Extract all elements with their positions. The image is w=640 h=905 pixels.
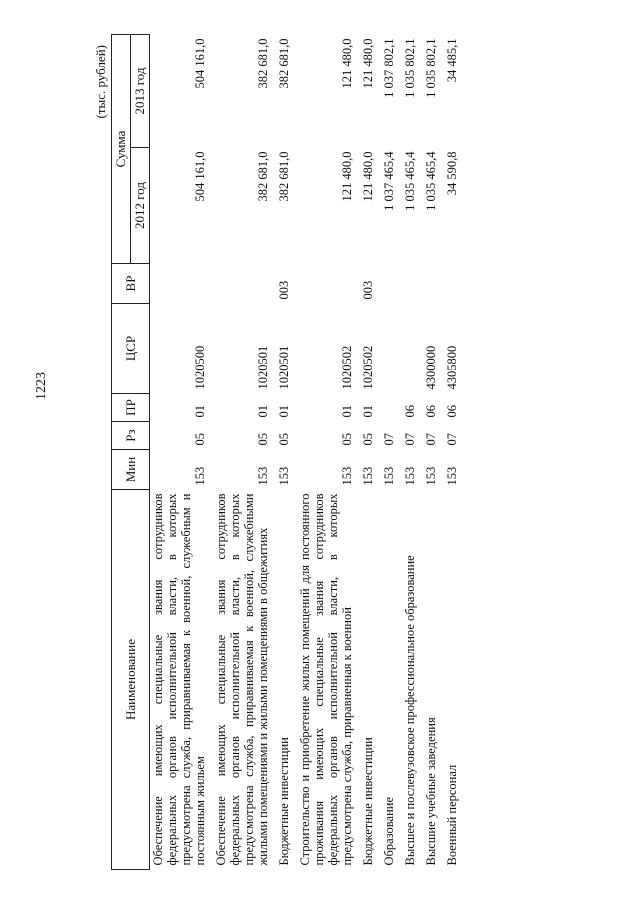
table-row (381, 35, 402, 870)
row-2012: 1 035 465,4 (424, 151, 438, 211)
page-number: 1223 (34, 372, 49, 400)
row-vr: 003 (361, 280, 375, 300)
row-vr (444, 264, 465, 304)
units-note: (тыс. рублей) (93, 45, 108, 119)
row-pr: 01 (256, 405, 270, 418)
table-row (423, 35, 444, 870)
row-vr (381, 264, 402, 304)
header-sum: Сумма (112, 35, 131, 264)
header-pr: ПР (112, 394, 150, 422)
table-row (150, 35, 214, 870)
row-2012: 504 161,0 (193, 151, 207, 202)
row-name: Высшее и послевузовское профессиональное образование (403, 555, 417, 866)
row-2013: 504 161,0 (193, 38, 207, 89)
row-vr (423, 264, 444, 304)
row-pr (381, 394, 402, 422)
header-rz: Рз (112, 422, 150, 450)
row-min: 153 (256, 466, 270, 486)
table-row (276, 35, 297, 870)
row-rz: 05 (361, 433, 375, 446)
row-name: Образование (382, 796, 396, 866)
row-csr: 1020502 (361, 345, 375, 390)
table-row (444, 35, 465, 870)
row-min: 153 (193, 466, 207, 486)
budget-table-page (95, 35, 535, 870)
row-2013: 121 480,0 (340, 38, 354, 89)
row-name: Обеспечение имеющих специальные звания сотрудников федеральных органов исполнительной власти, в которых предусмотрена служба, приравниваемая к военной, служебными жилыми помещениями и жилыми помещениями в общежитиях (214, 493, 270, 866)
row-pr: 06 (445, 405, 459, 418)
row-csr: 4300000 (424, 345, 438, 390)
row-pr: 01 (277, 405, 291, 418)
row-name: Строительство и приобретение жилых помещений для постоянного проживания имеющих специальные звания сотрудников федеральных органов исполнительной власти, в которых предусмотрена служба, приравненная к военной (298, 493, 354, 866)
row-rz: 05 (277, 433, 291, 446)
table-row (360, 35, 381, 870)
row-2012: 121 480,0 (340, 151, 354, 202)
header-2012: 2012 год (131, 148, 150, 264)
row-csr: 1020500 (193, 345, 207, 390)
row-2013: 1 037 802,1 (382, 38, 396, 98)
row-pr: 01 (193, 405, 207, 418)
header-name: Наименование (112, 490, 150, 870)
header-min: Мин (112, 450, 150, 490)
row-rz: 05 (340, 433, 354, 446)
row-pr: 06 (403, 405, 417, 418)
row-vr: 003 (277, 280, 291, 300)
row-min: 153 (340, 466, 354, 486)
row-2012: 382 681,0 (256, 151, 270, 202)
row-name: Бюджетные инвестиции (277, 737, 291, 866)
row-pr: 01 (361, 405, 375, 418)
row-pr: 01 (340, 405, 354, 418)
row-csr: 1020501 (277, 345, 291, 390)
row-csr: 1020501 (256, 345, 270, 390)
row-csr: 4305800 (445, 345, 459, 390)
row-csr (402, 304, 423, 394)
row-vr (213, 264, 276, 304)
row-2013: 382 681,0 (256, 38, 270, 89)
row-2013: 382 681,0 (277, 38, 291, 89)
row-rz: 05 (256, 433, 270, 446)
row-min: 153 (382, 466, 396, 486)
row-min: 153 (445, 466, 459, 486)
header-2013: 2013 год (131, 35, 150, 148)
row-name: Военный персонал (445, 764, 459, 866)
row-min: 153 (361, 466, 375, 486)
row-2013: 1 035 802,1 (424, 38, 438, 98)
row-min: 153 (424, 466, 438, 486)
row-rz: 05 (193, 433, 207, 446)
row-rz: 07 (382, 433, 396, 446)
row-csr: 1020502 (340, 345, 354, 390)
row-min: 153 (403, 466, 417, 486)
row-pr: 06 (424, 405, 438, 418)
row-vr (150, 264, 214, 304)
row-min: 153 (277, 466, 291, 486)
table-row (402, 35, 423, 870)
budget-table (111, 34, 465, 870)
table-row (213, 35, 276, 870)
row-name: Бюджетные инвестиции (361, 737, 375, 866)
row-vr (402, 264, 423, 304)
row-2013: 121 480,0 (361, 38, 375, 89)
row-name: Высшие учебные заведения (424, 717, 438, 866)
header-vr: ВР (112, 264, 150, 304)
row-2012: 1 035 465,4 (403, 151, 417, 211)
row-rz: 07 (445, 433, 459, 446)
row-2013: 34 485,1 (445, 38, 459, 83)
row-2012: 1 037 465,4 (382, 151, 396, 211)
row-2012: 121 480,0 (361, 151, 375, 202)
row-rz: 07 (424, 433, 438, 446)
table-row (297, 35, 360, 870)
row-2012: 382 681,0 (277, 151, 291, 202)
header-csr: ЦСР (112, 304, 150, 394)
row-csr (381, 304, 402, 394)
row-2013: 1 035 802,1 (403, 38, 417, 98)
row-vr (297, 264, 360, 304)
row-name: Обеспечение имеющих специальные звания сотрудников федеральных органов исполнительной власти, в которых предусмотрена служба, приравниваемая к военной, служебным и постоянным жильем (151, 493, 207, 866)
row-rz: 07 (403, 433, 417, 446)
row-2012: 34 590,8 (445, 151, 459, 196)
